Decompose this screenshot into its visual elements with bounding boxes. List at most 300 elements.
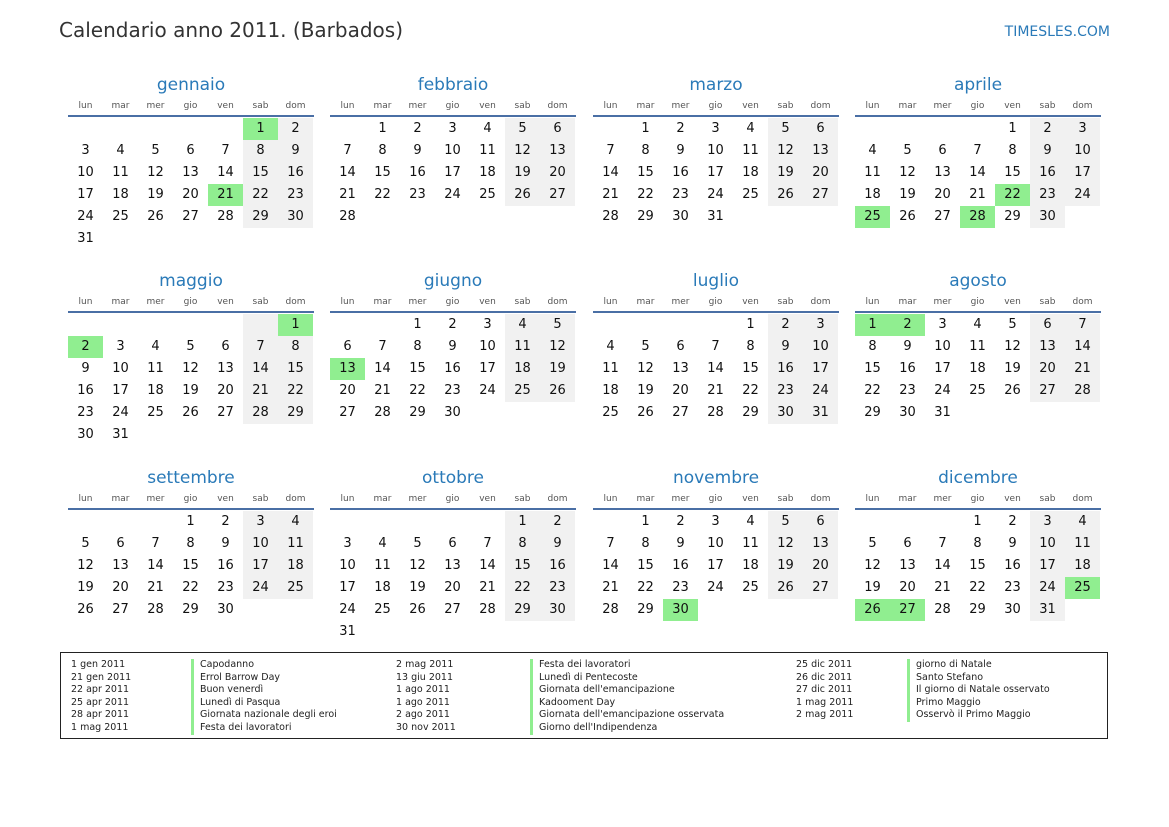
day-cell[interactable]: 13 xyxy=(803,533,838,555)
day-cell[interactable]: 27 xyxy=(890,599,925,621)
day-cell[interactable]: 31 xyxy=(339,624,356,639)
day-cell[interactable]: 20 xyxy=(112,580,129,595)
day-cell[interactable]: 24 xyxy=(803,380,838,402)
day-cell[interactable]: 26 xyxy=(768,577,803,599)
day-cell[interactable]: 29 xyxy=(409,405,426,420)
day-cell[interactable]: 28 xyxy=(602,209,619,224)
day-cell[interactable]: 23 xyxy=(672,187,689,202)
day-cell[interactable]: 26 xyxy=(505,184,540,206)
day-cell[interactable]: 25 xyxy=(1065,577,1100,599)
day-cell[interactable]: 27 xyxy=(934,209,951,224)
day-cell[interactable]: 19 xyxy=(899,187,916,202)
day-cell[interactable]: 10 xyxy=(1030,533,1065,555)
day-cell[interactable]: 18 xyxy=(505,358,540,380)
day-cell[interactable]: 17 xyxy=(479,361,496,376)
day-cell[interactable]: 4 xyxy=(746,514,755,529)
day-cell[interactable]: 5 xyxy=(641,339,650,354)
day-cell[interactable]: 7 xyxy=(973,143,982,158)
day-cell[interactable]: 16 xyxy=(278,162,313,184)
day-cell[interactable]: 24 xyxy=(444,187,461,202)
day-cell[interactable]: 23 xyxy=(444,383,461,398)
day-cell[interactable]: 28 xyxy=(374,405,391,420)
day-cell[interactable]: 22 xyxy=(969,580,986,595)
day-cell[interactable]: 17 xyxy=(77,187,94,202)
day-cell[interactable]: 8 xyxy=(641,143,650,158)
day-cell[interactable]: 29 xyxy=(243,206,278,228)
day-cell[interactable]: 22 xyxy=(864,383,881,398)
day-cell[interactable]: 24 xyxy=(707,187,724,202)
day-cell[interactable]: 21 xyxy=(147,580,164,595)
day-cell[interactable]: 31 xyxy=(707,209,724,224)
day-cell[interactable]: 29 xyxy=(864,405,881,420)
day-cell[interactable]: 4 xyxy=(746,121,755,136)
day-cell[interactable]: 2 xyxy=(413,121,422,136)
day-cell[interactable]: 3 xyxy=(803,314,838,336)
day-cell[interactable]: 12 xyxy=(147,165,164,180)
day-cell[interactable]: 22 xyxy=(278,380,313,402)
day-cell[interactable]: 30 xyxy=(663,599,698,621)
day-cell[interactable]: 8 xyxy=(186,536,195,551)
day-cell[interactable]: 10 xyxy=(77,165,94,180)
day-cell[interactable]: 26 xyxy=(637,405,654,420)
day-cell[interactable]: 28 xyxy=(707,405,724,420)
day-cell[interactable]: 16 xyxy=(1030,162,1065,184)
day-cell[interactable]: 26 xyxy=(147,209,164,224)
day-cell[interactable]: 27 xyxy=(182,209,199,224)
day-cell[interactable]: 23 xyxy=(672,580,689,595)
day-cell[interactable]: 27 xyxy=(339,405,356,420)
day-cell[interactable]: 25 xyxy=(479,187,496,202)
day-cell[interactable]: 12 xyxy=(505,140,540,162)
day-cell[interactable]: 3 xyxy=(711,514,720,529)
day-cell[interactable]: 14 xyxy=(934,558,951,573)
day-cell[interactable]: 6 xyxy=(938,143,947,158)
day-cell[interactable]: 11 xyxy=(505,336,540,358)
day-cell[interactable]: 22 xyxy=(243,184,278,206)
day-cell[interactable]: 2 xyxy=(68,336,103,358)
day-cell[interactable]: 12 xyxy=(768,140,803,162)
day-cell[interactable]: 25 xyxy=(278,577,313,599)
day-cell[interactable]: 11 xyxy=(742,143,759,158)
day-cell[interactable]: 10 xyxy=(444,143,461,158)
day-cell[interactable]: 23 xyxy=(217,580,234,595)
day-cell[interactable]: 21 xyxy=(934,580,951,595)
day-cell[interactable]: 5 xyxy=(768,118,803,140)
day-cell[interactable]: 25 xyxy=(374,602,391,617)
day-cell[interactable]: 18 xyxy=(1065,555,1100,577)
day-cell[interactable]: 6 xyxy=(803,118,838,140)
day-cell[interactable]: 15 xyxy=(864,361,881,376)
day-cell[interactable]: 10 xyxy=(707,536,724,551)
day-cell[interactable]: 24 xyxy=(339,602,356,617)
day-cell[interactable]: 11 xyxy=(479,143,496,158)
day-cell[interactable]: 9 xyxy=(81,361,90,376)
day-cell[interactable]: 9 xyxy=(221,536,230,551)
day-cell[interactable]: 2 xyxy=(890,314,925,336)
day-cell[interactable]: 15 xyxy=(969,558,986,573)
day-cell[interactable]: 23 xyxy=(1004,580,1021,595)
day-cell[interactable]: 15 xyxy=(409,361,426,376)
day-cell[interactable]: 3 xyxy=(448,121,457,136)
day-cell[interactable]: 3 xyxy=(1065,118,1100,140)
day-cell[interactable]: 11 xyxy=(602,361,619,376)
day-cell[interactable]: 23 xyxy=(278,184,313,206)
day-cell[interactable]: 2 xyxy=(278,118,313,140)
day-cell[interactable]: 28 xyxy=(960,206,995,228)
day-cell[interactable]: 29 xyxy=(969,602,986,617)
day-cell[interactable]: 29 xyxy=(742,405,759,420)
day-cell[interactable]: 28 xyxy=(243,402,278,424)
day-cell[interactable]: 17 xyxy=(1065,162,1100,184)
day-cell[interactable]: 1 xyxy=(973,514,982,529)
day-cell[interactable]: 24 xyxy=(112,405,129,420)
day-cell[interactable]: 5 xyxy=(186,339,195,354)
day-cell[interactable]: 21 xyxy=(374,383,391,398)
day-cell[interactable]: 2 xyxy=(540,511,575,533)
day-cell[interactable]: 20 xyxy=(803,555,838,577)
day-cell[interactable]: 6 xyxy=(116,536,125,551)
day-cell[interactable]: 19 xyxy=(1004,361,1021,376)
day-cell[interactable]: 19 xyxy=(768,162,803,184)
day-cell[interactable]: 27 xyxy=(444,602,461,617)
day-cell[interactable]: 13 xyxy=(444,558,461,573)
day-cell[interactable]: 11 xyxy=(969,339,986,354)
day-cell[interactable]: 21 xyxy=(602,187,619,202)
day-cell[interactable]: 9 xyxy=(903,339,912,354)
day-cell[interactable]: 20 xyxy=(899,580,916,595)
day-cell[interactable]: 18 xyxy=(479,165,496,180)
day-cell[interactable]: 17 xyxy=(112,383,129,398)
day-cell[interactable]: 31 xyxy=(803,402,838,424)
day-cell[interactable]: 1 xyxy=(243,118,278,140)
day-cell[interactable]: 17 xyxy=(444,165,461,180)
day-cell[interactable]: 23 xyxy=(409,187,426,202)
day-cell[interactable]: 7 xyxy=(243,336,278,358)
day-cell[interactable]: 27 xyxy=(540,184,575,206)
day-cell[interactable]: 30 xyxy=(278,206,313,228)
day-cell[interactable]: 18 xyxy=(742,558,759,573)
day-cell[interactable]: 4 xyxy=(483,121,492,136)
day-cell[interactable]: 13 xyxy=(899,558,916,573)
day-cell[interactable]: 21 xyxy=(707,383,724,398)
day-cell[interactable]: 25 xyxy=(147,405,164,420)
day-cell[interactable]: 18 xyxy=(374,580,391,595)
day-cell[interactable]: 20 xyxy=(182,187,199,202)
day-cell[interactable]: 16 xyxy=(899,361,916,376)
day-cell[interactable]: 14 xyxy=(1065,336,1100,358)
day-cell[interactable]: 7 xyxy=(938,536,947,551)
day-cell[interactable]: 30 xyxy=(1004,602,1021,617)
day-cell[interactable]: 7 xyxy=(343,143,352,158)
day-cell[interactable]: 26 xyxy=(899,209,916,224)
day-cell[interactable]: 5 xyxy=(903,143,912,158)
day-cell[interactable]: 28 xyxy=(1065,380,1100,402)
day-cell[interactable]: 30 xyxy=(672,209,689,224)
day-cell[interactable]: 10 xyxy=(243,533,278,555)
day-cell[interactable]: 13 xyxy=(217,361,234,376)
day-cell[interactable]: 29 xyxy=(637,209,654,224)
day-cell[interactable]: 7 xyxy=(606,143,615,158)
day-cell[interactable]: 23 xyxy=(768,380,803,402)
day-cell[interactable]: 30 xyxy=(1030,206,1065,228)
day-cell[interactable]: 7 xyxy=(711,339,720,354)
day-cell[interactable]: 6 xyxy=(448,536,457,551)
day-cell[interactable]: 29 xyxy=(505,599,540,621)
day-cell[interactable]: 8 xyxy=(641,536,650,551)
day-cell[interactable]: 25 xyxy=(742,187,759,202)
day-cell[interactable]: 9 xyxy=(676,143,685,158)
day-cell[interactable]: 10 xyxy=(707,143,724,158)
day-cell[interactable]: 3 xyxy=(711,121,720,136)
day-cell[interactable]: 2 xyxy=(1030,118,1065,140)
day-cell[interactable]: 25 xyxy=(855,206,890,228)
day-cell[interactable]: 19 xyxy=(147,187,164,202)
day-cell[interactable]: 21 xyxy=(1065,358,1100,380)
day-cell[interactable]: 14 xyxy=(339,165,356,180)
day-cell[interactable]: 26 xyxy=(540,380,575,402)
day-cell[interactable]: 1 xyxy=(1008,121,1017,136)
day-cell[interactable]: 5 xyxy=(1008,317,1017,332)
day-cell[interactable]: 16 xyxy=(672,558,689,573)
day-cell[interactable]: 2 xyxy=(676,121,685,136)
day-cell[interactable]: 4 xyxy=(278,511,313,533)
day-cell[interactable]: 23 xyxy=(77,405,94,420)
day-cell[interactable]: 8 xyxy=(973,536,982,551)
day-cell[interactable]: 18 xyxy=(112,187,129,202)
day-cell[interactable]: 16 xyxy=(217,558,234,573)
day-cell[interactable]: 22 xyxy=(995,184,1030,206)
day-cell[interactable]: 28 xyxy=(602,602,619,617)
day-cell[interactable]: 28 xyxy=(217,209,234,224)
day-cell[interactable]: 4 xyxy=(606,339,615,354)
day-cell[interactable]: 5 xyxy=(413,536,422,551)
day-cell[interactable]: 19 xyxy=(182,383,199,398)
day-cell[interactable]: 13 xyxy=(803,140,838,162)
day-cell[interactable]: 1 xyxy=(746,317,755,332)
day-cell[interactable]: 3 xyxy=(243,511,278,533)
day-cell[interactable]: 8 xyxy=(278,336,313,358)
day-cell[interactable]: 9 xyxy=(413,143,422,158)
day-cell[interactable]: 19 xyxy=(409,580,426,595)
day-cell[interactable]: 1 xyxy=(641,514,650,529)
day-cell[interactable]: 30 xyxy=(217,602,234,617)
day-cell[interactable]: 10 xyxy=(803,336,838,358)
day-cell[interactable]: 22 xyxy=(637,187,654,202)
day-cell[interactable]: 19 xyxy=(505,162,540,184)
day-cell[interactable]: 27 xyxy=(803,577,838,599)
day-cell[interactable]: 5 xyxy=(505,118,540,140)
day-cell[interactable]: 15 xyxy=(505,555,540,577)
day-cell[interactable]: 9 xyxy=(1008,536,1017,551)
day-cell[interactable]: 15 xyxy=(1004,165,1021,180)
day-cell[interactable]: 14 xyxy=(217,165,234,180)
day-cell[interactable]: 15 xyxy=(637,558,654,573)
day-cell[interactable]: 27 xyxy=(803,184,838,206)
day-cell[interactable]: 9 xyxy=(768,336,803,358)
day-cell[interactable]: 24 xyxy=(707,580,724,595)
day-cell[interactable]: 5 xyxy=(81,536,90,551)
day-cell[interactable]: 7 xyxy=(483,536,492,551)
day-cell[interactable]: 2 xyxy=(1008,514,1017,529)
day-cell[interactable]: 22 xyxy=(374,187,391,202)
day-cell[interactable]: 18 xyxy=(147,383,164,398)
day-cell[interactable]: 7 xyxy=(1065,314,1100,336)
day-cell[interactable]: 18 xyxy=(969,361,986,376)
day-cell[interactable]: 24 xyxy=(243,577,278,599)
day-cell[interactable]: 13 xyxy=(540,140,575,162)
day-cell[interactable]: 6 xyxy=(343,339,352,354)
day-cell[interactable]: 23 xyxy=(540,577,575,599)
day-cell[interactable]: 29 xyxy=(182,602,199,617)
day-cell[interactable]: 31 xyxy=(77,231,94,246)
day-cell[interactable]: 31 xyxy=(934,405,951,420)
day-cell[interactable]: 20 xyxy=(803,162,838,184)
day-cell[interactable]: 9 xyxy=(540,533,575,555)
day-cell[interactable]: 13 xyxy=(182,165,199,180)
day-cell[interactable]: 16 xyxy=(1004,558,1021,573)
day-cell[interactable]: 21 xyxy=(602,580,619,595)
day-cell[interactable]: 14 xyxy=(602,558,619,573)
day-cell[interactable]: 30 xyxy=(768,402,803,424)
day-cell[interactable]: 14 xyxy=(147,558,164,573)
day-cell[interactable]: 4 xyxy=(116,143,125,158)
day-cell[interactable]: 6 xyxy=(540,118,575,140)
day-cell[interactable]: 3 xyxy=(343,536,352,551)
day-cell[interactable]: 3 xyxy=(483,317,492,332)
day-cell[interactable]: 24 xyxy=(479,383,496,398)
day-cell[interactable]: 6 xyxy=(1030,314,1065,336)
day-cell[interactable]: 7 xyxy=(151,536,160,551)
day-cell[interactable]: 18 xyxy=(602,383,619,398)
day-cell[interactable]: 8 xyxy=(378,143,387,158)
day-cell[interactable]: 19 xyxy=(864,580,881,595)
day-cell[interactable]: 21 xyxy=(208,184,243,206)
day-cell[interactable]: 8 xyxy=(505,533,540,555)
day-cell[interactable]: 12 xyxy=(768,533,803,555)
day-cell[interactable]: 6 xyxy=(221,339,230,354)
day-cell[interactable]: 11 xyxy=(864,165,881,180)
day-cell[interactable]: 5 xyxy=(540,314,575,336)
day-cell[interactable]: 1 xyxy=(186,514,195,529)
day-cell[interactable]: 6 xyxy=(186,143,195,158)
day-cell[interactable]: 24 xyxy=(77,209,94,224)
day-cell[interactable]: 9 xyxy=(278,140,313,162)
day-cell[interactable]: 1 xyxy=(505,511,540,533)
day-cell[interactable]: 12 xyxy=(540,336,575,358)
day-cell[interactable]: 24 xyxy=(1065,184,1100,206)
day-cell[interactable]: 2 xyxy=(221,514,230,529)
day-cell[interactable]: 7 xyxy=(378,339,387,354)
day-cell[interactable]: 18 xyxy=(864,187,881,202)
day-cell[interactable]: 23 xyxy=(899,383,916,398)
day-cell[interactable]: 11 xyxy=(742,536,759,551)
day-cell[interactable]: 12 xyxy=(77,558,94,573)
day-cell[interactable]: 15 xyxy=(182,558,199,573)
day-cell[interactable]: 16 xyxy=(540,555,575,577)
day-cell[interactable]: 9 xyxy=(448,339,457,354)
day-cell[interactable]: 26 xyxy=(77,602,94,617)
day-cell[interactable]: 14 xyxy=(243,358,278,380)
day-cell[interactable]: 15 xyxy=(374,165,391,180)
day-cell[interactable]: 25 xyxy=(742,580,759,595)
day-cell[interactable]: 20 xyxy=(934,187,951,202)
day-cell[interactable]: 2 xyxy=(448,317,457,332)
day-cell[interactable]: 8 xyxy=(243,140,278,162)
day-cell[interactable]: 11 xyxy=(112,165,129,180)
day-cell[interactable]: 16 xyxy=(672,165,689,180)
day-cell[interactable]: 1 xyxy=(378,121,387,136)
day-cell[interactable]: 13 xyxy=(330,358,365,380)
day-cell[interactable]: 22 xyxy=(409,383,426,398)
day-cell[interactable]: 8 xyxy=(746,339,755,354)
day-cell[interactable]: 12 xyxy=(637,361,654,376)
day-cell[interactable]: 13 xyxy=(934,165,951,180)
day-cell[interactable]: 1 xyxy=(855,314,890,336)
day-cell[interactable]: 28 xyxy=(934,602,951,617)
day-cell[interactable]: 26 xyxy=(1004,383,1021,398)
day-cell[interactable]: 17 xyxy=(707,165,724,180)
day-cell[interactable]: 14 xyxy=(969,165,986,180)
day-cell[interactable]: 22 xyxy=(505,577,540,599)
day-cell[interactable]: 22 xyxy=(742,383,759,398)
day-cell[interactable]: 26 xyxy=(768,184,803,206)
day-cell[interactable]: 12 xyxy=(182,361,199,376)
day-cell[interactable]: 28 xyxy=(147,602,164,617)
day-cell[interactable]: 14 xyxy=(602,165,619,180)
day-cell[interactable]: 27 xyxy=(672,405,689,420)
day-cell[interactable]: 10 xyxy=(112,361,129,376)
day-cell[interactable]: 12 xyxy=(899,165,916,180)
day-cell[interactable]: 31 xyxy=(1030,599,1065,621)
day-cell[interactable]: 4 xyxy=(505,314,540,336)
day-cell[interactable]: 17 xyxy=(339,580,356,595)
day-cell[interactable]: 11 xyxy=(1065,533,1100,555)
day-cell[interactable]: 8 xyxy=(413,339,422,354)
day-cell[interactable]: 25 xyxy=(602,405,619,420)
day-cell[interactable]: 14 xyxy=(707,361,724,376)
day-cell[interactable]: 20 xyxy=(1030,358,1065,380)
day-cell[interactable]: 22 xyxy=(637,580,654,595)
day-cell[interactable]: 10 xyxy=(934,339,951,354)
day-cell[interactable]: 22 xyxy=(182,580,199,595)
day-cell[interactable]: 19 xyxy=(540,358,575,380)
day-cell[interactable]: 14 xyxy=(479,558,496,573)
day-cell[interactable]: 15 xyxy=(243,162,278,184)
day-cell[interactable]: 11 xyxy=(147,361,164,376)
day-cell[interactable]: 4 xyxy=(868,143,877,158)
day-cell[interactable]: 7 xyxy=(606,536,615,551)
day-cell[interactable]: 15 xyxy=(278,358,313,380)
day-cell[interactable]: 9 xyxy=(1030,140,1065,162)
day-cell[interactable]: 20 xyxy=(339,383,356,398)
day-cell[interactable]: 18 xyxy=(278,555,313,577)
day-cell[interactable]: 26 xyxy=(855,599,890,621)
day-cell[interactable]: 30 xyxy=(899,405,916,420)
day-cell[interactable]: 16 xyxy=(768,358,803,380)
day-cell[interactable]: 29 xyxy=(278,402,313,424)
day-cell[interactable]: 20 xyxy=(444,580,461,595)
day-cell[interactable]: 21 xyxy=(479,580,496,595)
day-cell[interactable]: 24 xyxy=(1030,577,1065,599)
day-cell[interactable]: 6 xyxy=(803,511,838,533)
day-cell[interactable]: 4 xyxy=(1065,511,1100,533)
day-cell[interactable]: 19 xyxy=(77,580,94,595)
day-cell[interactable]: 12 xyxy=(864,558,881,573)
day-cell[interactable]: 30 xyxy=(444,405,461,420)
day-cell[interactable]: 2 xyxy=(768,314,803,336)
day-cell[interactable]: 18 xyxy=(742,165,759,180)
day-cell[interactable]: 21 xyxy=(339,187,356,202)
